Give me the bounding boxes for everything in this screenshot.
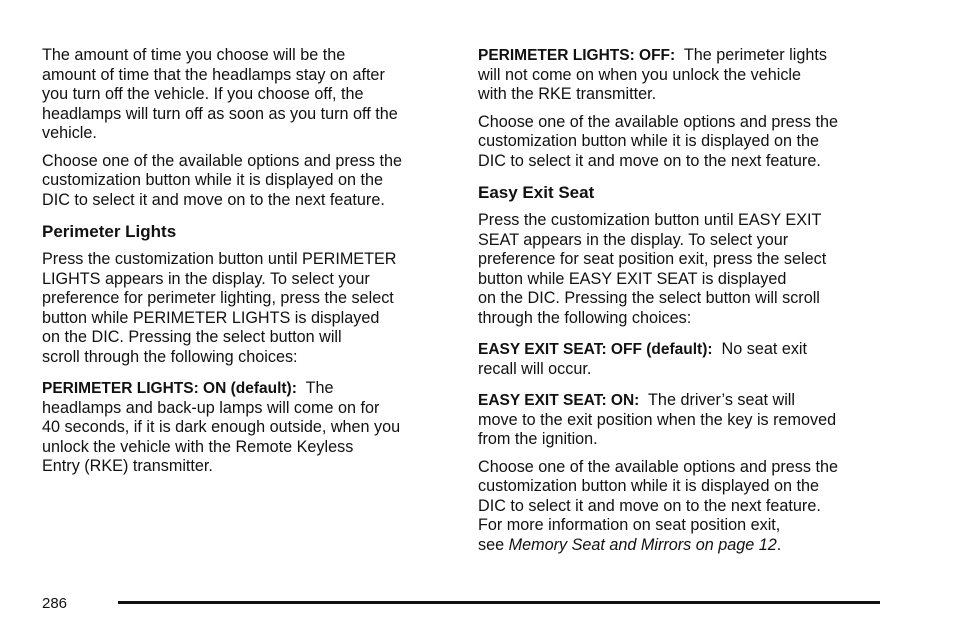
right-column [478, 46, 882, 563]
perimeter-lights-off-option: PERIMETER LIGHTS: OFF: The perimeter lights will not come on when you unlock the vehicle with the RKE transmitter. [478, 46, 827, 103]
page-number: 286 [42, 595, 68, 612]
option-label: PERIMETER LIGHTS: OFF: [478, 47, 676, 64]
easy-exit-seat-on-option: EASY EXIT SEAT: ON: The driver’s seat will move to the exit position when the key is removed from the ignition. [478, 391, 837, 448]
intro-paragraph-2: Choose one of the available options and press the customization button while it is displayed on the DIC to select it and move on to the next feature. [42, 151, 402, 209]
choose-paragraph-2: Choose one of the available options and press the customization button while it is displayed on the DIC to select it and move on to the next feature. For more information on seat position exit, see Memory Seat and Mirrors on page 12. [478, 457, 838, 554]
perimeter-lights-body: Press the customization button until PERIMETER LIGHTS appears in the display. To select your preference for perimeter lighting, press the select button while PERIMETER LIGHTS is displayed on the DIC. Pressing the select button will scroll through the following choices: [42, 250, 397, 366]
easy-exit-seat-off-option: EASY EXIT SEAT: OFF (default): No seat exit recall will occur. [478, 340, 808, 378]
option-label: EASY EXIT SEAT: ON: [478, 392, 640, 409]
easy-exit-seat-heading: Easy Exit Seat [478, 183, 595, 202]
cross-reference-link[interactable]: Memory Seat and Mirrors on page 12 [508, 535, 777, 554]
option-label: PERIMETER LIGHTS: ON (default): [42, 380, 297, 397]
choose-paragraph-1: Choose one of the available options and press the customization button while it is displayed on the DIC to select it and move on to the next feature. [478, 112, 838, 170]
perimeter-lights-heading: Perimeter Lights [42, 222, 177, 241]
easy-exit-seat-body: Press the customization button until EASY EXIT SEAT appears in the display. To select your preference for seat position exit, press the select button while EASY EXIT SEAT is displayed on the DIC. Pressing the select button will scroll through the following choices: [478, 211, 827, 327]
option-label: EASY EXIT SEAT: OFF (default): [478, 341, 713, 358]
intro-paragraph-1: The amount of time you choose will be the amount of time that the headlamps stay on after you turn off the vehicle. If you choose off, the headlamps will turn off as soon as you turn off the vehicle. [42, 46, 398, 142]
footer-rule [118, 601, 880, 604]
perimeter-lights-on-option: PERIMETER LIGHTS: ON (default): The headlamps and back-up lamps will come on for 40 seconds, if it is dark enough outside, when you unlock the vehicle with the Remote Keyless Entry (RKE) transmitter. [42, 379, 401, 475]
left-column [42, 46, 446, 485]
